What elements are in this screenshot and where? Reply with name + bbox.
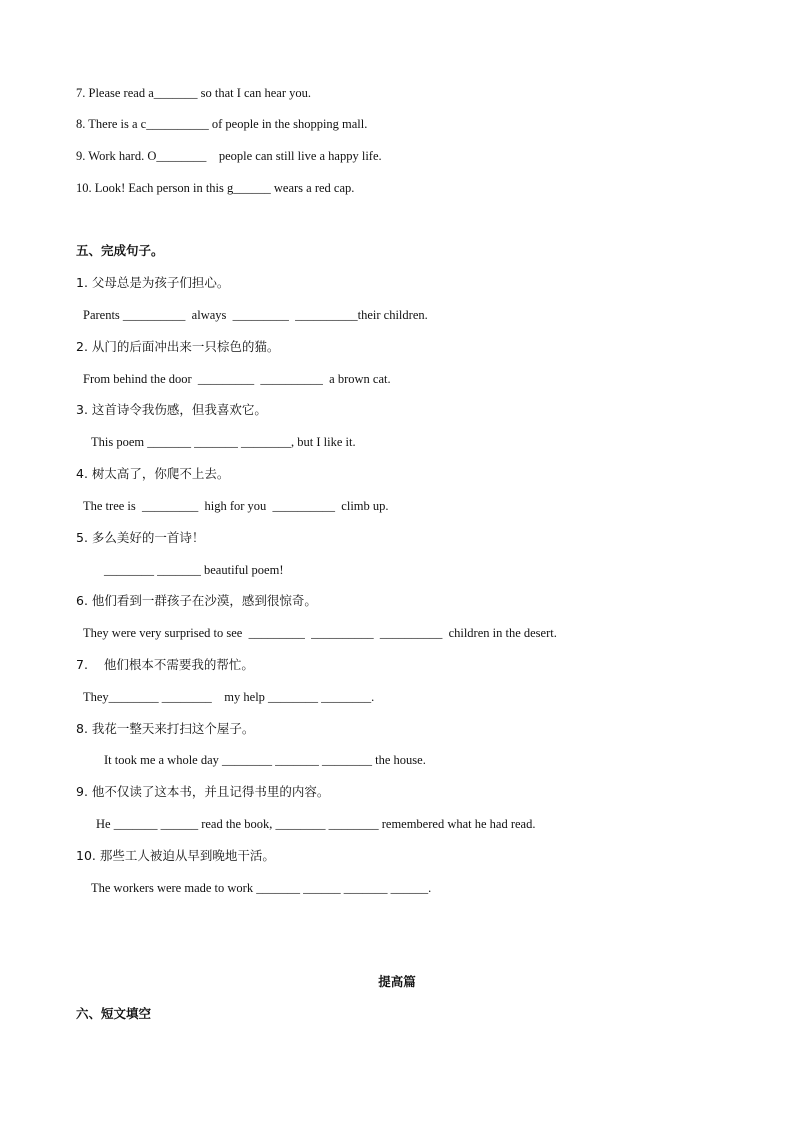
item-text: 8. There is a c__________ of people in the shopping mall. — [76, 117, 368, 131]
item-text: 9. Work hard. O________ people can still live a happy life. — [76, 149, 382, 163]
section-heading: 六、短文填空 — [76, 1006, 152, 1021]
english-answer-line: From behind the door _________ __________ a brown cat. — [83, 372, 391, 386]
chinese-prompt: 10. 那些工人被迫从早到晚地干活。 — [76, 848, 275, 863]
english-answer-line: He _______ ______ read the book, ________ ________ remembered what he had read. — [96, 817, 536, 831]
english-answer-line: They________ ________ my help ________ ________. — [83, 690, 375, 704]
english-answer-line: Parents __________ always _________ __________their children. — [83, 308, 428, 322]
english-answer-line: The tree is _________ high for you __________ climb up. — [83, 499, 389, 513]
page-subtitle: 提高篇 — [378, 974, 416, 989]
chinese-prompt: 4. 树太高了，你爬不上去。 — [76, 466, 230, 481]
chinese-prompt: 8. 我花一整天来打扫这个屋子。 — [76, 721, 255, 736]
english-answer-line: It took me a whole day ________ _______ ________ the house. — [104, 753, 426, 767]
chinese-prompt: 1. 父母总是为孩子们担心。 — [76, 275, 230, 290]
chinese-prompt: 2. 从门的后面冲出来一只棕色的猫。 — [76, 339, 280, 354]
english-answer-line: This poem _______ _______ ________, but I like it. — [91, 435, 356, 449]
chinese-prompt: 7. 他们根本不需要我的帮忙。 — [76, 657, 254, 672]
item-text: 10. Look! Each person in this g______ wears a red cap. — [76, 181, 355, 195]
english-answer-line: They were very surprised to see _________ __________ __________ children in the desert. — [83, 626, 557, 640]
chinese-prompt: 3. 这首诗令我伤感，但我喜欢它。 — [76, 402, 267, 417]
chinese-prompt: 6. 他们看到一群孩子在沙漠，感到很惊奇。 — [76, 593, 317, 608]
english-answer-line: ________ _______ beautiful poem! — [104, 563, 284, 577]
chinese-prompt: 9. 他不仅读了这本书，并且记得书里的内容。 — [76, 784, 330, 799]
section-heading: 五、完成句子。 — [76, 243, 164, 258]
item-text: 7. Please read a_______ so that I can hear you. — [76, 86, 311, 100]
english-answer-line: The workers were made to work _______ ______ _______ ______. — [91, 881, 432, 895]
chinese-prompt: 5. 多么美好的一首诗！ — [76, 530, 205, 545]
